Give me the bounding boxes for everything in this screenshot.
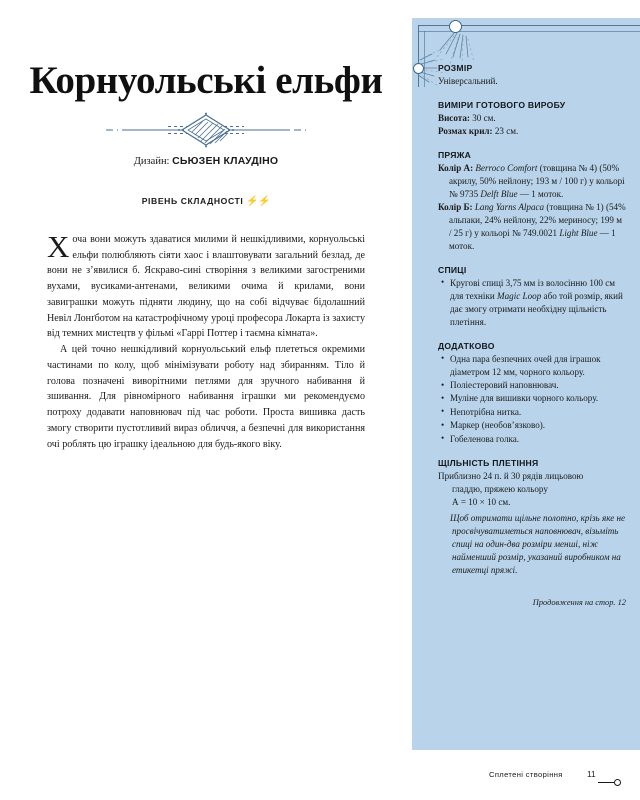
list-item: • Маркер (необов’язково). [450, 419, 626, 432]
yarn-color-b [438, 201, 626, 253]
finished-height [438, 112, 626, 125]
yarn-color-a [438, 162, 626, 201]
yarn-heading: ПРЯЖА [438, 150, 472, 161]
byline [0, 155, 412, 167]
list-item: • Поліестеровий наповнювач. [450, 379, 626, 392]
difficulty-level [0, 196, 412, 207]
color-a-rest-2: № 4) (50% акрилу, 50% нейлону; [449, 163, 620, 187]
designer-name: СЬЮЗЕН КЛАУДІНО [172, 155, 279, 167]
color-a-label: Колір А: [438, 163, 474, 174]
page-footer [0, 770, 640, 790]
list-item: • Одна пара безпечних очей для іграшок діаметром 12 мм, чорного кольору. [450, 353, 626, 379]
gauge-heading: ЩІЛЬНІСТЬ ПЛЕТІННЯ [438, 457, 539, 468]
gauge-line-3: А = 10 × 10 см. [452, 496, 511, 507]
materials-sidebar [412, 18, 640, 750]
color-b-rest-4: № 749.0021 [512, 227, 558, 238]
finished-wingspan [438, 125, 626, 138]
gauge-note: Щоб отримати щільне полотно, крізь яке не просвічуватиметься наповнювач, візьміть спиці на один-два розміри менші, ніж найменший розмір, указаний виробником на етикетці пряжі. [450, 513, 626, 576]
article-body [47, 229, 365, 452]
sidebar-section-yarn [438, 149, 626, 253]
size-value: Універсальний. [438, 76, 498, 87]
sidebar-section-needles [438, 264, 626, 329]
finished-heading: ВИМІРИ ГОТОВОГО ВИРОБУ [438, 100, 566, 111]
gauge-line-2: гладдю, пряжею кольору [452, 483, 548, 494]
color-a-rest-3: 193 м / 100 г) у кольорі № 9735 [449, 176, 625, 200]
size-heading: РОЗМІР [438, 63, 473, 73]
needles-item-pre: Кругові спиці 3,75 мм із волосінню 100 см для техніки [450, 277, 616, 301]
page-title: Корнуольські ельфи [29, 59, 383, 102]
sidebar-section-notions [438, 340, 626, 446]
needles-heading: СПИЦІ [438, 264, 467, 275]
needles-item-post: або той розмір, який дає змогу отримати необхідну щільність плетіння. [450, 290, 623, 327]
color-b-rest-1: (товщина [546, 202, 583, 213]
needles-item-technique: Magic Loop [497, 290, 542, 301]
paragraph-1: Хоча вони можуть здаватися милими й нешкідливими, корнуольські ельфи полюбляють сіяти хаос і влаштовувати загальний безлад, де вони не з’явилися б. Яскраво-сині створіння з великими загостреними вухами, вусиками-антенами, великими очима й крилами, вони завиграшки можуть підняти людину, що на собі відчуває бідолашний Невіл Лонґботом на катастрофічному уроці професора Локарта із захисту від темних мистецтв у фільмі «Гаррі Поттер і таємна кімната». [47, 229, 365, 340]
sidebar-section-gauge [438, 457, 626, 577]
sidebar-section-finished-measurements [438, 99, 626, 138]
footer-section-title: Сплетені створіння [489, 770, 563, 779]
diamond-ornament-icon [106, 112, 306, 148]
sunburst-icon [404, 46, 450, 90]
color-b-label: Колір Б: [438, 202, 473, 213]
color-b-rest-5: — 1 моток. [449, 227, 616, 251]
color-b-shade: Light Blue [559, 227, 598, 238]
height-value: 30 см. [472, 113, 496, 124]
color-b-brand: Lang Yarns Alpaca [474, 202, 545, 213]
circle-rule-icon [598, 774, 624, 783]
continued-note: Продовження на стор. 12 [532, 598, 626, 607]
paragraph-2: А цей точно нешкідливий корнуольський ельф плететься окремими частинами по колу, щоб мінімізувати роботу над збиранням. Тіло й голова позначені виворітними петлями для зручного набивання й зшивання. Для рівномірного набивання іграшки ми рекомендуємо потроху додавати наповнювач під час роботи. Проста вишивка дасть змогу створити пустотливий вираз обличчя, а безпечні для використання очі роблять цю іграшку ідеальною для будь-якого віку. [47, 344, 365, 450]
ornament-circle-top [449, 20, 462, 33]
height-label: Висота: [438, 113, 470, 124]
list-item: • Гобеленова голка. [450, 433, 626, 446]
notions-heading: ДОДАТКОВО [438, 340, 495, 351]
footer-page-number: 11 [587, 769, 596, 779]
wingspan-value: 23 см. [494, 126, 519, 137]
list-item [450, 277, 626, 329]
gauge-line-1: Приблизно 24 п. й 30 рядів лицьовою [438, 470, 584, 481]
color-b-rest-2: № 1) (54% альпаки, 24% нейлону, [449, 202, 626, 225]
color-a-shade: Delft Blue [480, 189, 518, 200]
color-a-rest-4: — 1 моток. [519, 189, 564, 200]
wingspan-label: Розмах крил: [438, 126, 493, 137]
ornament-circle-left [413, 63, 424, 74]
byline-prefix: Дизайн: [133, 156, 170, 167]
color-a-brand: Berroco Comfort [475, 163, 538, 174]
color-a-rest-1: (товщина [539, 163, 577, 174]
color-b-rest-3: 22% мериносу; 199 м / 25 г) у кольорі [449, 214, 622, 238]
list-item: • Муліне для вишивки чорного кольору. [450, 392, 626, 405]
difficulty-label: РІВЕНЬ СКЛАДНОСТІ [141, 196, 244, 206]
list-item: • Непотрібна нитка. [450, 406, 626, 419]
lightning-bolt-icon: ⚡⚡ [246, 196, 271, 207]
needles-list [438, 277, 626, 329]
notions-list [438, 353, 626, 446]
